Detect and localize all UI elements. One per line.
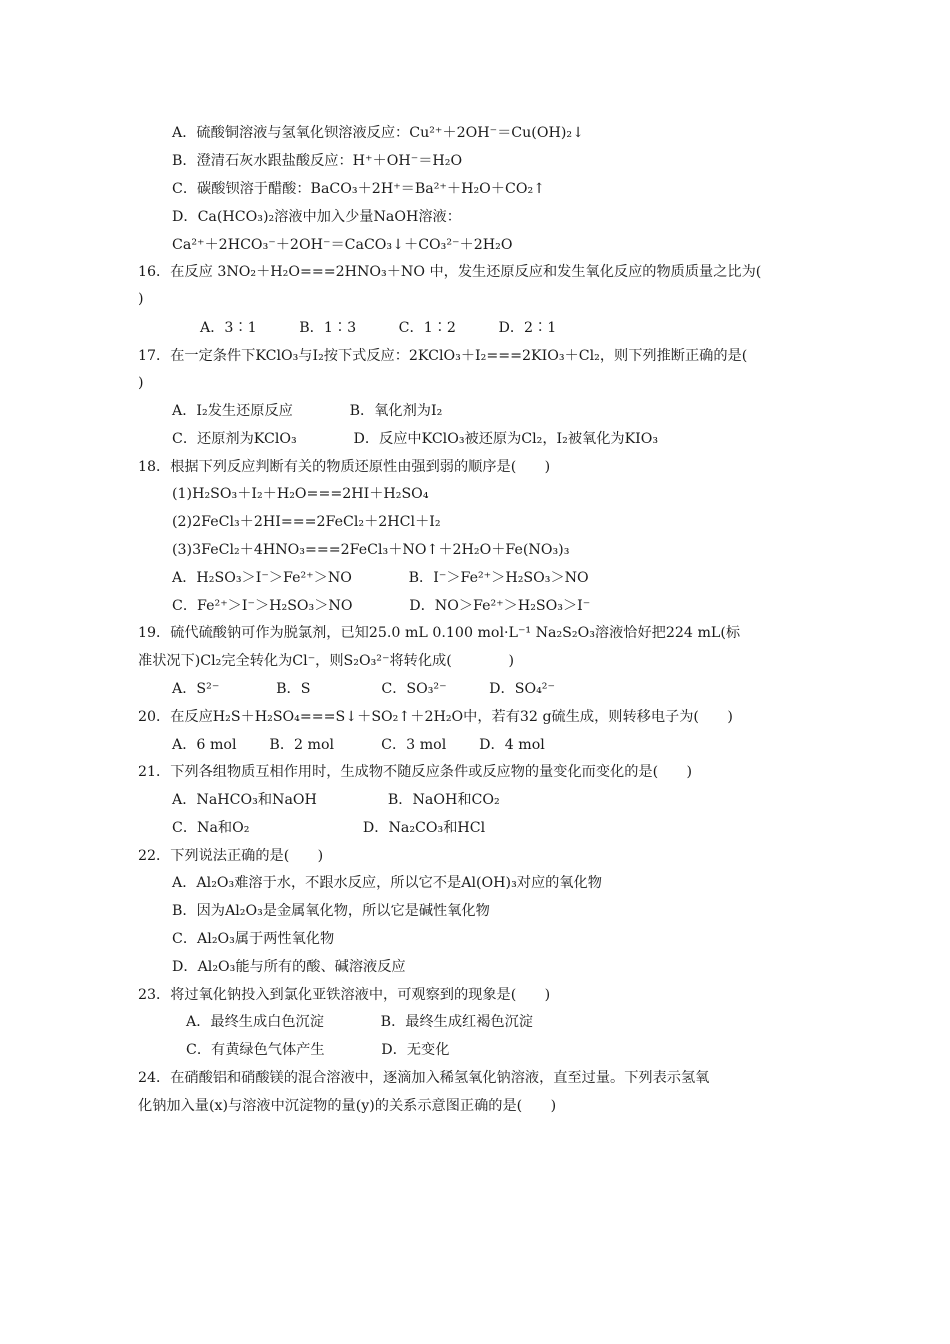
question-17-cont: )	[138, 375, 144, 391]
q15-option-d-equation: Ca²⁺＋2HCO₃⁻＋2OH⁻＝CaCO₃↓＋CO₃²⁻＋2H₂O	[172, 237, 513, 253]
question-18-reaction-2: (2)2FeCl₃＋2HI===2FeCl₂＋2HCl＋I₂	[172, 514, 441, 530]
question-24: 24．在硝酸铝和硝酸镁的混合溶液中，逐滴加入稀氢氧化钠溶液，直至过量。下列表示氢氧	[138, 1070, 710, 1086]
question-23-options-ab: A．最终生成白色沉淀 B．最终生成红褐色沉淀	[186, 1014, 533, 1030]
q15-option-d: D．Ca(HCO₃)₂溶液中加入少量NaOH溶液：	[172, 209, 461, 225]
question-18-reaction-1: (1)H₂SO₃＋I₂＋H₂O===2HI＋H₂SO₄	[172, 486, 429, 502]
question-19: 19．硫代硫酸钠可作为脱氯剂，已知25.0 mL 0.100 mol·L⁻¹ Na₂S₂O₃溶液恰好把224 mL(标	[138, 625, 741, 641]
question-22-option-b: B．因为Al₂O₃是金属氧化物，所以它是碱性氧化物	[172, 903, 490, 919]
question-22: 22．下列说法正确的是( )	[138, 848, 324, 864]
question-16: 16．在反应 3NO₂＋H₂O===2HNO₃＋NO 中，发生还原反应和发生氧化反应的物质质量之比为(	[138, 264, 762, 280]
question-20: 20．在反应H₂S＋H₂SO₄===S↓＋SO₂↑＋2H₂O中，若有32 g硫生成，则转移电子为( )	[138, 709, 733, 725]
question-17-options-ab: A．I₂发生还原反应 B．氧化剂为I₂	[172, 403, 443, 419]
q15-option-b: B．澄清石灰水跟盐酸反应：H⁺＋OH⁻＝H₂O	[172, 153, 463, 169]
question-18-options-cd: C．Fe²⁺＞I⁻＞H₂SO₃＞NO D．NO＞Fe²⁺＞H₂SO₃＞I⁻	[172, 598, 591, 614]
question-19-options: A．S²⁻ B．S C．SO₃²⁻ D．SO₄²⁻	[172, 681, 555, 697]
question-22-option-c: C．Al₂O₃属于两性氧化物	[172, 931, 335, 947]
question-16-cont: )	[138, 291, 144, 307]
question-21-options-ab: A．NaHCO₃和NaOH B．NaOH和CO₂	[172, 792, 500, 808]
question-18: 18．根据下列反应判断有关的物质还原性由强到弱的顺序是( )	[138, 459, 551, 475]
question-21: 21．下列各组物质互相作用时，生成物不随反应条件或反应物的量变化而变化的是( )	[138, 764, 693, 780]
question-22-option-d: D．Al₂O₃能与所有的酸、碱溶液反应	[172, 959, 406, 975]
question-19-cont: 准状况下)Cl₂完全转化为Cl⁻，则S₂O₃²⁻将转化成( )	[138, 653, 515, 669]
q15-option-c: C．碳酸钡溶于醋酸：BaCO₃＋2H⁺＝Ba²⁺＋H₂O＋CO₂↑	[172, 181, 546, 197]
question-23-options-cd: C．有黄绿色气体产生 D．无变化	[186, 1042, 450, 1058]
question-20-options: A．6 mol B．2 mol C．3 mol D．4 mol	[172, 737, 545, 753]
question-17: 17．在一定条件下KClO₃与I₂按下式反应：2KClO₃＋I₂===2KIO₃＋Cl₂，则下列推断正确的是(	[138, 348, 748, 364]
question-18-options-ab: A．H₂SO₃＞I⁻＞Fe²⁺＞NO B．I⁻＞Fe²⁺＞H₂SO₃＞NO	[172, 570, 589, 586]
question-17-options-cd: C．还原剂为KClO₃ D．反应中KClO₃被还原为Cl₂，I₂被氧化为KIO₃	[172, 431, 659, 447]
question-21-options-cd: C．Na和O₂ D．Na₂CO₃和HCl	[172, 820, 486, 836]
q15-option-a: A．硫酸铜溶液与氢氧化钡溶液反应：Cu²⁺＋2OH⁻＝Cu(OH)₂↓	[172, 125, 584, 141]
question-22-option-a: A．Al₂O₃难溶于水，不跟水反应，所以它不是Al(OH)₃对应的氧化物	[172, 875, 602, 891]
question-24-cont: 化钠加入量(x)与溶液中沉淀物的量(y)的关系示意图正确的是( )	[138, 1098, 557, 1114]
question-18-reaction-3: (3)3FeCl₂＋4HNO₃===2FeCl₃＋NO↑＋2H₂O＋Fe(NO₃)₃	[172, 542, 570, 558]
question-16-options: A．3∶1 B．1∶3 C．1∶2 D．2∶1	[200, 320, 557, 336]
question-23: 23．将过氧化钠投入到氯化亚铁溶液中，可观察到的现象是( )	[138, 987, 551, 1003]
